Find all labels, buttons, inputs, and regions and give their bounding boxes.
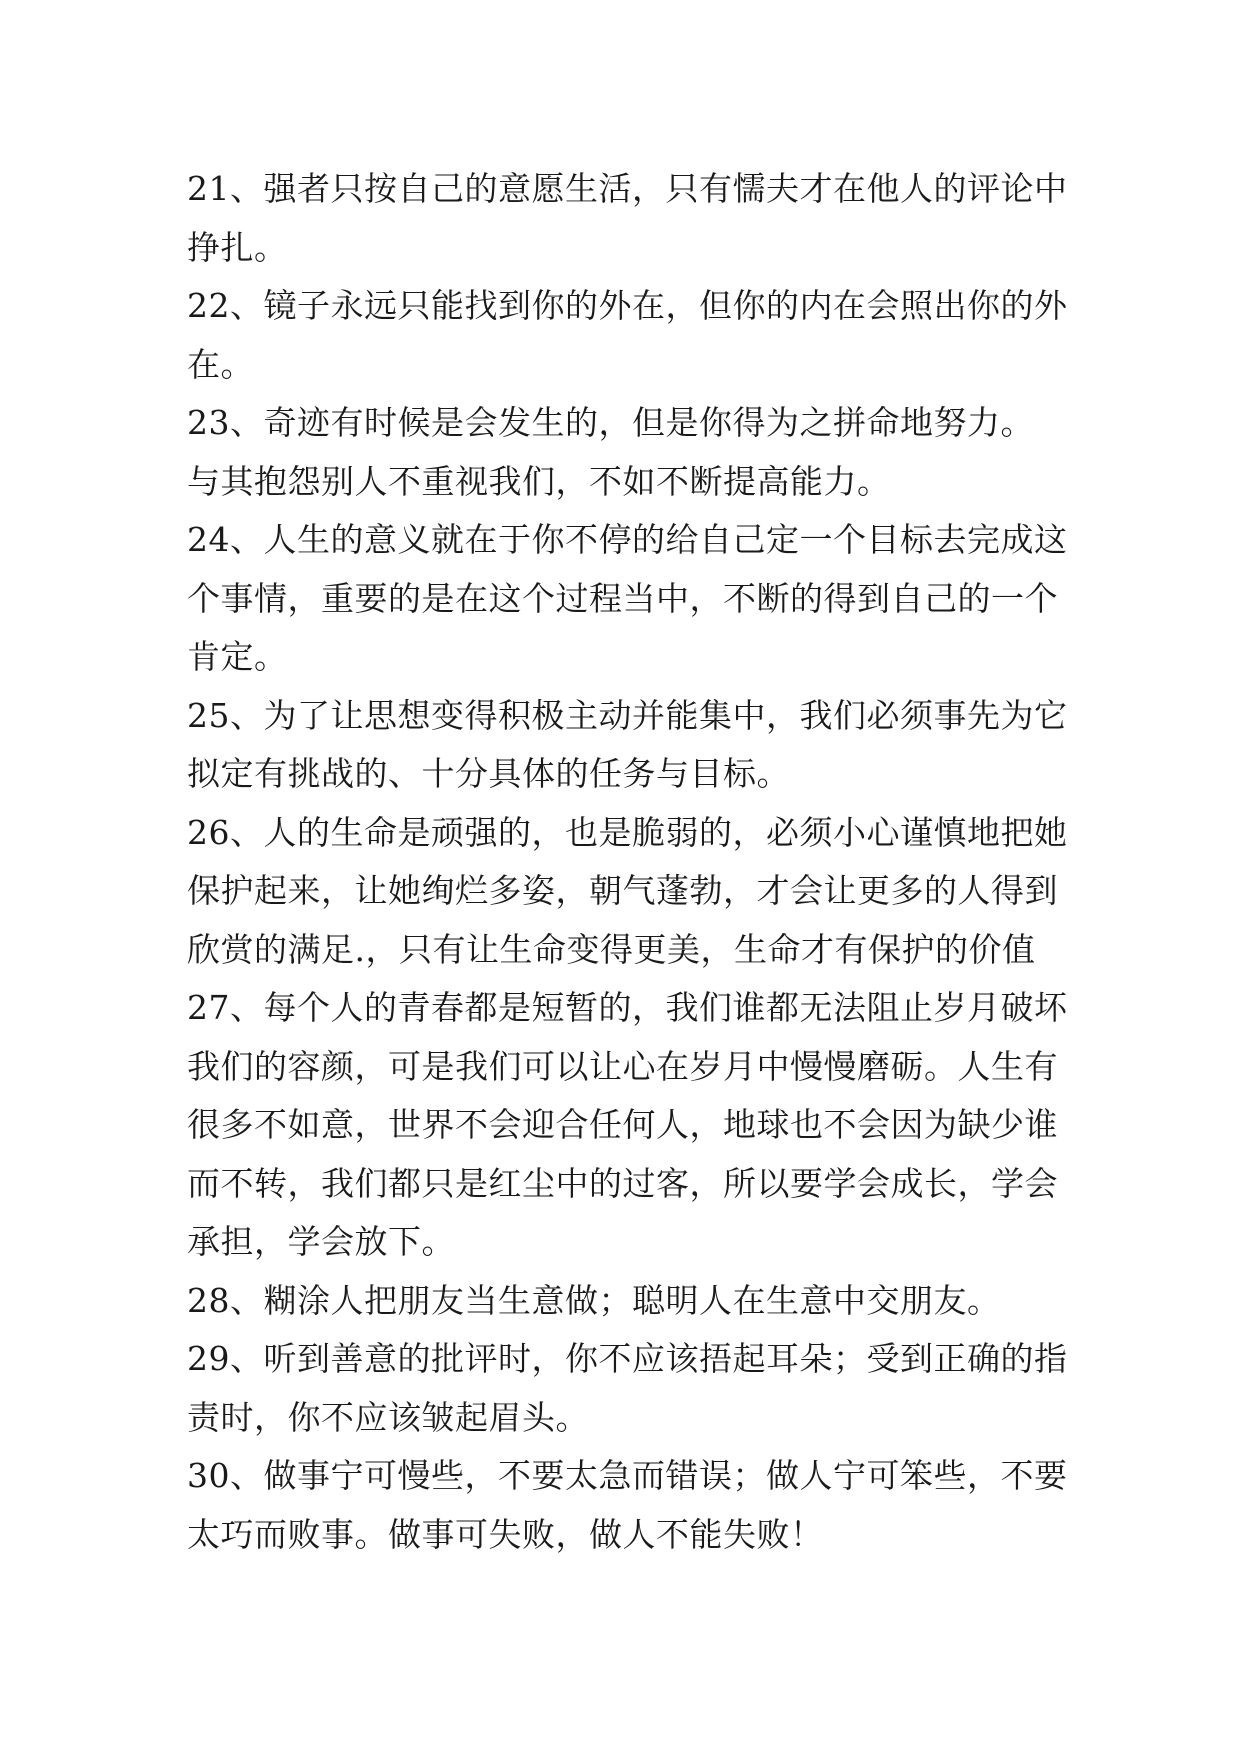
text-line: 我们的容颜，可是我们可以让心在岁月中慢慢磨砺。人生有 xyxy=(187,1046,1058,1086)
text-line: 23、奇迹有时候是会发生的，但是你得为之拼命地努力。 xyxy=(187,403,1034,442)
text-line: 29、听到善意的批评时，你不应该捂起耳朵；受到正确的指 xyxy=(187,1339,1068,1378)
text-line: 27、每个人的青春都是短暂的，我们谁都无法阻止岁月破坏 xyxy=(187,988,1068,1027)
text-line: 而不转，我们都只是红尘中的过客，所以要学会成长，学会 xyxy=(187,1163,1058,1203)
text-line: 24、人生的意义就在于你不停的给自己定一个目标去完成这 xyxy=(187,520,1068,559)
text-line: 承担，学会放下。 xyxy=(187,1222,455,1261)
text-line: 21、强者只按自己的意愿生活，只有懦夫才在他人的评论中 xyxy=(187,169,1068,208)
text-line: 挣扎。 xyxy=(187,227,288,267)
text-line: 拟定有挑战的、十分具体的任务与目标。 xyxy=(187,754,790,793)
text-line: 太巧而败事。做事可失败，做人不能失败！ xyxy=(187,1514,824,1554)
text-line: 30、做事宁可慢些，不要太急而错误；做人宁可笨些，不要 xyxy=(187,1456,1068,1495)
text-line: 责时，你不应该皱起眉头。 xyxy=(187,1397,589,1437)
text-line: 26、人的生命是顽强的，也是脆弱的，必须小心谨慎地把她 xyxy=(187,812,1068,852)
text-line: 保护起来，让她绚烂多姿，朝气蓬勃，才会让更多的人得到 xyxy=(187,871,1058,910)
text-line: 很多不如意，世界不会迎合任何人，地球也不会因为缺少谁 xyxy=(187,1105,1058,1144)
text-line: 25、为了让思想变得积极主动并能集中，我们必须事先为它 xyxy=(187,695,1068,735)
text-line: 与其抱怨别人不重视我们，不如不断提高能力。 xyxy=(187,461,891,501)
text-line: 肯定。 xyxy=(187,637,288,676)
text-line: 22、镜子永远只能找到你的外在，但你的内在会照出你的外 xyxy=(187,286,1068,325)
text-line: 个事情，重要的是在这个过程当中，不断的得到自己的一个 xyxy=(187,578,1058,618)
text-line: 在。 xyxy=(187,344,254,384)
text-line: 28、糊涂人把朋友当生意做；聪明人在生意中交朋友。 xyxy=(187,1280,1001,1320)
document-body xyxy=(187,160,1068,1564)
text-line: 欣赏的满足.，只有让生命变得更美，生命才有保护的价值 xyxy=(187,929,1036,969)
